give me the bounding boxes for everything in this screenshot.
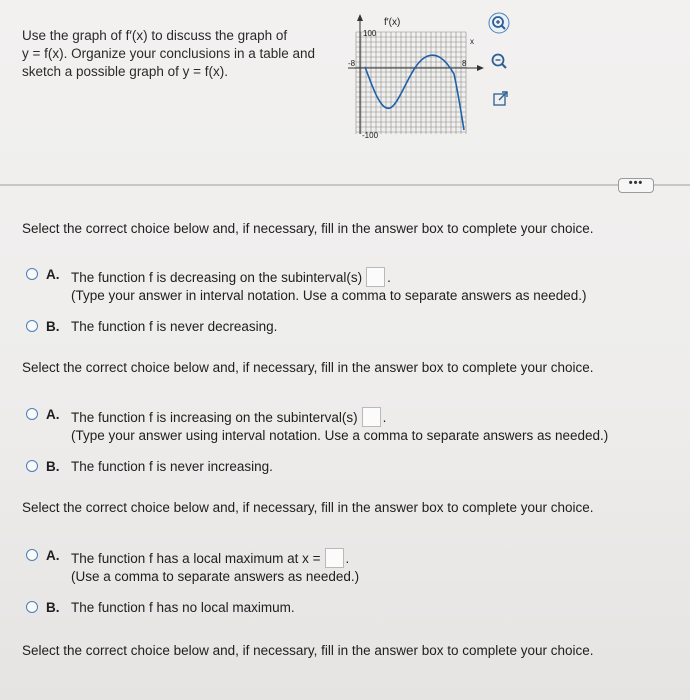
instruction-2: Select the correct choice below and, if necessary, fill in the answer box to complete your choice. xyxy=(22,360,594,375)
x-axis-arrow-icon xyxy=(477,65,484,71)
popout-icon xyxy=(491,89,511,109)
graph-grid xyxy=(356,32,466,134)
x-axis-label: x xyxy=(470,37,474,46)
question-prompt xyxy=(22,27,342,81)
question-line-2: y = f(x). Organize your conclusions in a table and xyxy=(22,46,316,61)
choice-label: The function f has a local maximum at x = xyxy=(71,551,321,566)
zoom-out-icon xyxy=(488,50,510,72)
answer-box-increasing[interactable] xyxy=(362,407,381,427)
radio-2b[interactable] xyxy=(26,460,38,472)
radio-2a[interactable] xyxy=(26,408,38,420)
popout-button[interactable] xyxy=(490,88,512,110)
choice-text: The function f is increasing on the subinterval(s) . xyxy=(71,407,386,427)
choice-letter: B. xyxy=(46,600,60,615)
derivative-graph-svg xyxy=(338,12,488,142)
x-min-label: -8 xyxy=(348,59,356,68)
radio-1a[interactable] xyxy=(26,268,38,280)
answer-box-local-max[interactable] xyxy=(325,548,344,568)
choice-label: The function f is decreasing on the subinterval(s) xyxy=(71,270,363,285)
question-line-1: Use the graph of f′(x) to discuss the graph of xyxy=(22,28,288,43)
derivative-curve xyxy=(365,55,464,130)
radio-3a[interactable] xyxy=(26,549,38,561)
y-axis-arrow-icon xyxy=(357,14,363,21)
radio-3b[interactable] xyxy=(26,601,38,613)
instruction-1: Select the correct choice below and, if necessary, fill in the answer box to complete your choice. xyxy=(22,221,594,236)
answer-box-decreasing[interactable] xyxy=(366,267,385,287)
derivative-graph[interactable] xyxy=(338,12,488,142)
y-max-label: 100 xyxy=(363,29,377,38)
choice-text: The function f is never decreasing. xyxy=(71,319,278,334)
choice-letter: A. xyxy=(46,407,60,422)
zoom-out-button[interactable] xyxy=(488,50,510,72)
radio-1b[interactable] xyxy=(26,320,38,332)
choice-text: The function f has no local maximum. xyxy=(71,600,295,615)
section-divider xyxy=(0,184,690,186)
choice-letter: A. xyxy=(46,267,60,282)
instruction-4: Select the correct choice below and, if necessary, fill in the answer box to complete your choice. xyxy=(22,643,594,658)
choice-label: The function f is increasing on the subinterval(s) xyxy=(71,410,358,425)
choice-text: The function f has a local maximum at x = . xyxy=(71,548,349,568)
choice-text: The function f is decreasing on the subinterval(s) . xyxy=(71,267,391,287)
choice-note: (Type your answer in interval notation. Use a comma to separate answers as needed.) xyxy=(71,288,587,303)
y-axis-label: f′(x) xyxy=(384,17,401,28)
choice-letter: B. xyxy=(46,319,60,334)
zoom-in-icon xyxy=(488,12,510,34)
choice-note: (Use a comma to separate answers as needed.) xyxy=(71,569,360,584)
x-max-label: 8 xyxy=(462,59,467,68)
instruction-3: Select the correct choice below and, if necessary, fill in the answer box to complete your choice. xyxy=(22,500,594,515)
question-line-3: sketch a possible graph of y = f(x). xyxy=(22,64,228,79)
more-options-button[interactable]: ••• xyxy=(618,178,654,193)
zoom-in-button[interactable] xyxy=(488,12,510,34)
choice-note: (Type your answer using interval notation. Use a comma to separate answers as needed.) xyxy=(71,428,609,443)
y-min-label: -100 xyxy=(362,131,379,140)
choice-letter: A. xyxy=(46,548,60,563)
choice-text: The function f is never increasing. xyxy=(71,459,273,474)
choice-letter: B. xyxy=(46,459,60,474)
